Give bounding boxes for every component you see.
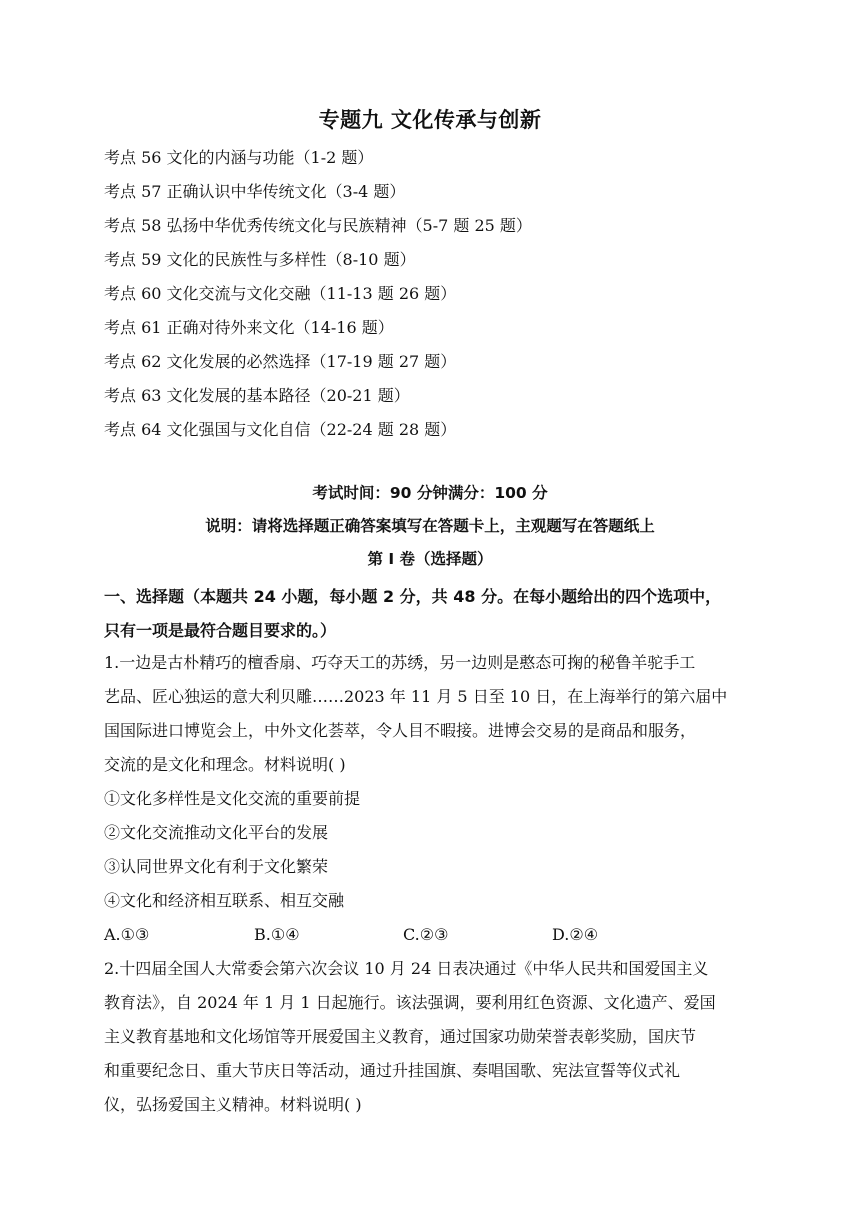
volume-title: 第 I 卷（选择题） [367,550,493,568]
page-title: 专题九 文化传承与创新 [318,108,542,132]
kaodian-list [104,147,532,453]
kaodian-item: 考点 59 文化的民族性与多样性（8-10 题） [104,250,416,269]
option-a: A.①③ [104,925,150,944]
question-1-line: 艺品、匠心独运的意大利贝雕……2023 年 11 月 5 日至 10 日，在上海举行的第六届中 [104,687,728,706]
question-2-line: 主义教育基地和文化场馆等开展爱国主义教育，通过国家功勋荣誉表彰奖励，国庆节 [104,1027,697,1046]
option-c: C.②③ [403,925,449,944]
question-2-line: 仪，弘扬爱国主义精神。材料说明( ) [104,1095,362,1114]
question-2-line: 教育法》，自 2024 年 1 月 1 日起施行。该法强调，要利用红色资源、文化遗产、爱国 [104,993,716,1012]
question-1-line: 交流的是文化和理念。材料说明( ) [104,755,346,774]
statement-3: ③认同世界文化有利于文化繁荣 [104,857,329,876]
statement-2: ②文化交流推动文化平台的发展 [104,823,329,842]
kaodian-item: 考点 57 正确认识中华传统文化（3-4 题） [104,182,406,201]
kaodian-item: 考点 63 文化发展的基本路径（20-21 题） [104,386,410,405]
section-heading-line: 只有一项是最符合题目要求的。） [104,621,337,640]
kaodian-item: 考点 62 文化发展的必然选择（17-19 题 27 题） [104,352,457,371]
question-1 [104,646,764,952]
kaodian-item: 考点 61 正确对待外来文化（14-16 题） [104,318,394,337]
options-row [104,918,764,952]
section-heading [104,580,764,648]
instruction: 说明：请将选择题正确答案填写在答题卡上，主观题写在答题纸上 [205,517,655,535]
question-2-line: 2.十四届全国人大常委会第六次会议 10 月 24 日表决通过《中华人民共和国爱国主义 [104,959,709,978]
option-d: D.②④ [552,925,599,944]
section-heading-line: 一、选择题（本题共 24 小题，每小题 2 分，共 48 分。在每小题给出的四个选项中， [104,587,722,606]
option-b: B.①④ [254,925,300,944]
statement-1: ①文化多样性是文化交流的重要前提 [104,789,361,808]
question-2-line: 和重要纪念日、重大节庆日等活动，通过升挂国旗、奏唱国歌、宪法宣誓等仪式礼 [104,1061,681,1080]
question-1-line: 1.一边是古朴精巧的檀香扇、巧夺天工的苏绣，另一边则是憨态可掬的秘鲁羊驼手工 [104,653,696,672]
question-2 [104,952,764,1122]
statement-4: ④文化和经济相互联系、相互交融 [104,891,345,910]
kaodian-item: 考点 58 弘扬中华优秀传统文化与民族精神（5-7 题 25 题） [104,216,532,235]
kaodian-item: 考点 60 文化交流与文化交融（11-13 题 26 题） [104,284,457,303]
kaodian-item: 考点 56 文化的内涵与功能（1-2 题） [104,148,374,167]
exam-info: 考试时间：90 分钟满分：100 分 [312,484,548,502]
kaodian-item: 考点 64 文化强国与文化自信（22-24 题 28 题） [104,420,457,439]
question-1-line: 国国际进口博览会上，中外文化荟萃，令人目不暇接。进博会交易的是商品和服务， [104,721,697,740]
